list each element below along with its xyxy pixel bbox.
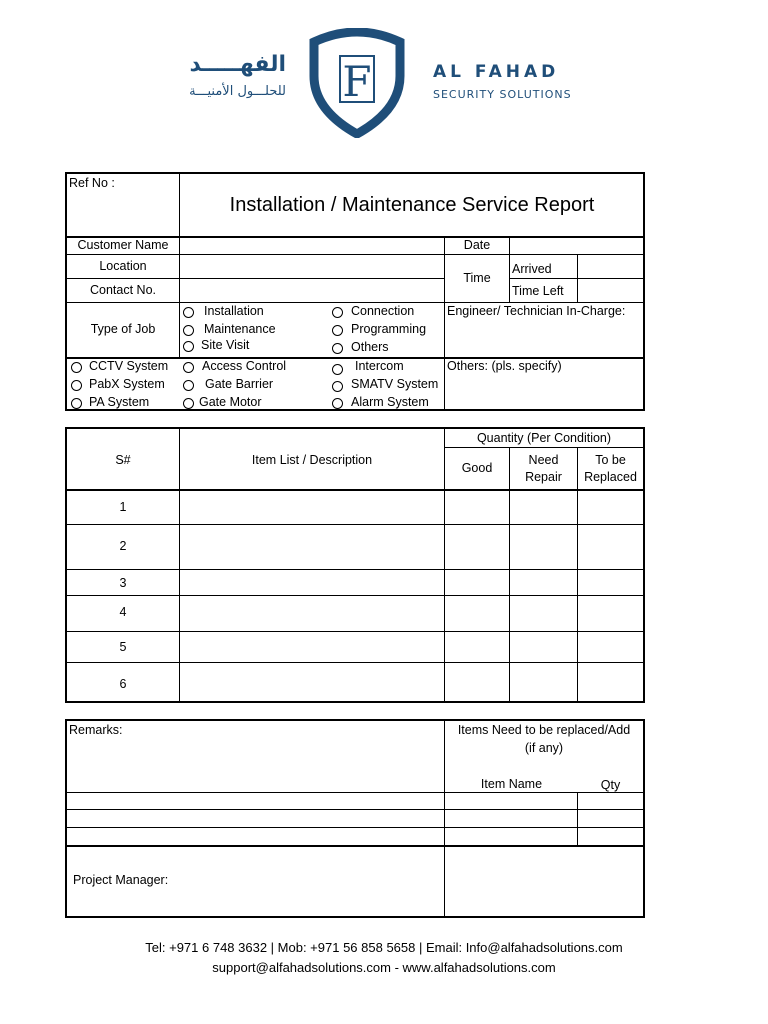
location-label: Location xyxy=(99,259,147,273)
row-number: 2 xyxy=(119,539,127,553)
need-repair-header-1: Need xyxy=(528,453,559,467)
system-access-control-label: Access Control xyxy=(202,359,287,373)
job-programming-label: Programming xyxy=(351,322,427,336)
brand-name: AL FAHAD xyxy=(433,62,560,82)
radio-access-control[interactable] xyxy=(183,362,194,373)
items-table xyxy=(65,427,645,703)
radio-gate-motor[interactable] xyxy=(183,398,194,409)
arabic-tagline: للحلـــول الأمنيـــة xyxy=(189,84,286,99)
radio-alarm[interactable] xyxy=(332,398,343,409)
good-header: Good xyxy=(461,461,493,475)
radio-connection[interactable] xyxy=(332,307,343,318)
footer-web-line: support@alfahadsolutions.com - www.alfahadsolutions.com xyxy=(212,960,556,975)
system-cctv-label: CCTV System xyxy=(89,359,169,373)
arrived-label: Arrived xyxy=(512,262,552,276)
brand-subtitle: SECURITY SOLUTIONS xyxy=(433,88,572,101)
row-number: 6 xyxy=(119,677,127,691)
type-of-job-label: Type of Job xyxy=(90,322,156,336)
quantity-header: Quantity (Per Condition) xyxy=(476,431,612,445)
system-gate-barrier-label: Gate Barrier xyxy=(205,377,274,391)
arabic-company-name: الفهـــــد xyxy=(189,52,286,77)
radio-others[interactable] xyxy=(332,343,343,354)
job-info-section xyxy=(65,172,645,411)
sn-header: S# xyxy=(115,453,131,467)
job-others-label: Others xyxy=(351,340,389,354)
system-gate-motor-label: Gate Motor xyxy=(199,395,262,409)
system-smatv-label: SMATV System xyxy=(351,377,439,391)
time-left-label: Time Left xyxy=(512,284,564,298)
system-pabx-label: PabX System xyxy=(89,377,165,391)
row-number: 5 xyxy=(119,640,127,654)
shield-logo-icon xyxy=(306,28,408,138)
job-maintenance-label: Maintenance xyxy=(204,322,276,336)
logo-letter: F xyxy=(342,57,372,106)
system-intercom-label: Intercom xyxy=(355,359,404,373)
job-connection-label: Connection xyxy=(351,304,415,318)
radio-pa[interactable] xyxy=(71,398,82,409)
radio-intercom[interactable] xyxy=(332,364,343,375)
job-installation-label: Installation xyxy=(204,304,264,318)
radio-programming[interactable] xyxy=(332,325,343,336)
radio-smatv[interactable] xyxy=(332,381,343,392)
system-alarm-label: Alarm System xyxy=(351,395,429,409)
job-site-visit-label: Site Visit xyxy=(201,338,250,352)
others-specify-label: Others: (pls. specify) xyxy=(447,359,562,373)
footer-contact-line: Tel: +971 6 748 3632 | Mob: +971 56 858 5658 | Email: Info@alfahadsolutions.com xyxy=(145,940,623,955)
replace-title-1: Items Need to be replaced/Add xyxy=(457,723,631,737)
radio-pabx[interactable] xyxy=(71,380,82,391)
radio-maintenance[interactable] xyxy=(183,325,194,336)
to-be-replaced-header-2: Replaced xyxy=(584,470,637,484)
radio-installation[interactable] xyxy=(183,307,194,318)
row-number: 3 xyxy=(119,576,127,590)
ref-no-label: Ref No : xyxy=(69,176,115,190)
customer-name-label: Customer Name xyxy=(77,238,169,252)
project-manager-label: Project Manager: xyxy=(73,873,169,887)
engineer-label: Engineer/ Technician In-Charge: xyxy=(447,304,626,318)
qty-header: Qty xyxy=(600,778,621,792)
radio-site-visit[interactable] xyxy=(183,341,194,352)
radio-cctv[interactable] xyxy=(71,362,82,373)
replace-title-2: (if any) xyxy=(524,741,564,755)
company-header xyxy=(0,0,768,160)
time-label: Time xyxy=(463,271,491,285)
need-repair-header-2: Repair xyxy=(525,470,562,484)
item-name-header: Item Name xyxy=(480,777,543,791)
remarks-section xyxy=(65,719,645,918)
to-be-replaced-header-1: To be xyxy=(595,453,626,467)
row-number: 4 xyxy=(119,605,127,619)
description-header: Item List / Description xyxy=(251,453,373,467)
row-number: 1 xyxy=(119,500,127,514)
system-pa-label: PA System xyxy=(89,395,150,409)
report-title: Installation / Maintenance Service Report xyxy=(229,194,595,216)
contact-no-label: Contact No. xyxy=(89,283,156,297)
radio-gate-barrier[interactable] xyxy=(183,380,194,391)
date-label: Date xyxy=(463,238,491,252)
remarks-label: Remarks: xyxy=(69,723,123,737)
